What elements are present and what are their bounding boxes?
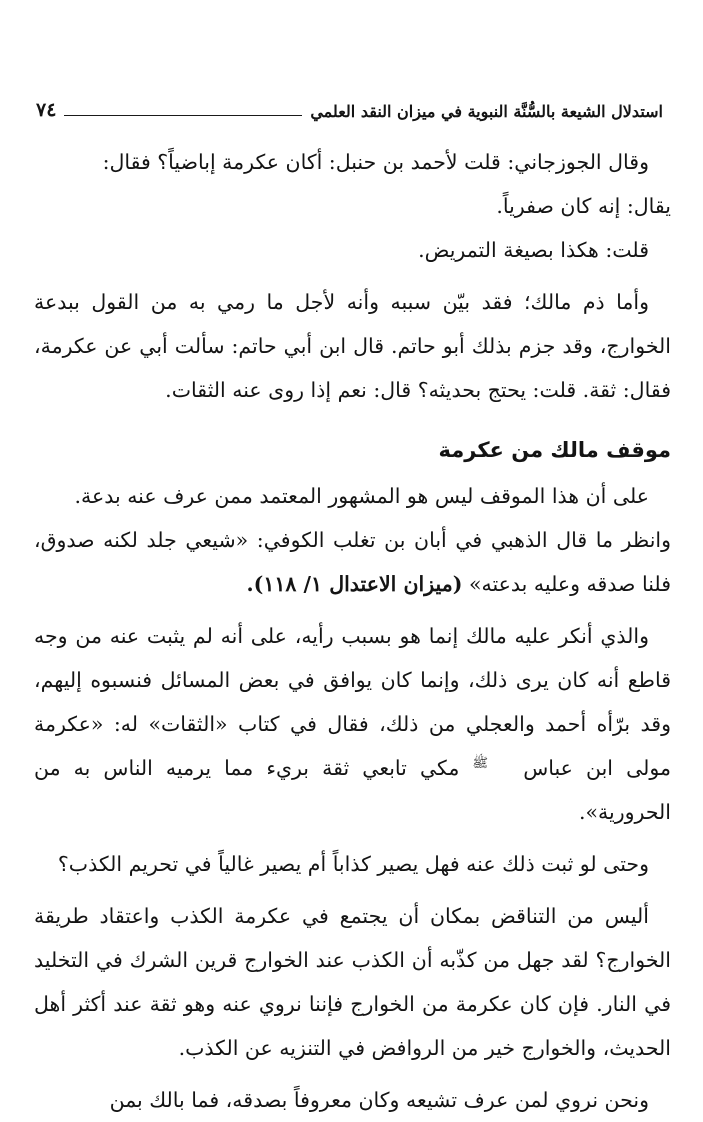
dhahabi-quote: وانظر ما قال الذهبي في أبان بن تغلب الكوفي: «شيعي جلد لكنه صدوق، فلنا صدقه وعليه بدعته» [34, 528, 671, 596]
paragraph-jawzajani: وقال الجوزجاني: قلت لأحمد بن حنبل: أكان عكرمة إباضياً؟ فقال: [102, 150, 649, 174]
paragraph-narration: ونحن نروي لمن عرف تشيعه وكان معروفاً بصدقه، فما بالك بمن [109, 1088, 649, 1112]
paragraph-tamrid: قلت: هكذا بصيغة التمريض. [418, 238, 649, 262]
paragraph-contradiction: أليس من التناقض بمكان أن يجتمع في عكرمة الكذب واعتقاد طريقة الخوارج؟ لقد جهل من كذّبه أن الكذب عند الخوارج قرين الشرك في التخليد في النار. فإن كان عكرمة من الخوارج فإننا نروي عنه وهو ثقة عند أكثر أهل الحديث، والخوارج خير من الروافض في التنزيه عن الكذب. [34, 904, 671, 1060]
running-title: استدلال الشيعة بالسُّنَّة النبوية في ميزان النقد العلمي [310, 102, 663, 121]
ijli-text-1: والذي أنكر عليه مالك إنما هو بسبب رأيه، على أنه لم يثبت عنه من وجه قاطع أنه كان يرى ذلك، وإنما كان يوافق في بعض المسائل فنسبوه إليهم، وقد برّأه أحمد والعجلي من ذلك، فقال في كتاب «الثقات» له: «عكرمة مولى ابن عباس [34, 624, 671, 780]
header-rule [64, 115, 302, 116]
citation-mizan: (ميزان الاعتدال ١/ ١١٨). [246, 572, 463, 596]
page-body [34, 140, 671, 1122]
paragraph-dhahabi [34, 518, 671, 606]
paragraph-lying: وحتى لو ثبت ذلك عنه فهل يصير كذاباً أم يصير غالياً في تحريم الكذب؟ [57, 852, 649, 876]
paragraph-malik-censure: وأما ذم مالك؛ فقد بيّن سببه وأنه لأجل ما رمي به من القول ببدعة الخوارج، وقد جزم بذلك أبو حاتم. قال ابن أبي حاتم: سألت أبي عن عكرمة، فقال: ثقة. قلت: يحتج بحديثه؟ قال: نعم إذا روى عنه الثقات. [34, 290, 671, 402]
paragraph-position: على أن هذا الموقف ليس هو المشهور المعتمد ممن عرف عنه بدعة. [74, 484, 649, 508]
page-number: ٧٤ [36, 99, 57, 121]
section-heading: موقف مالك من عكرمة [438, 438, 671, 462]
paragraph-sufri: يقال: إنه كان صفرياً. [496, 194, 671, 218]
running-header [36, 86, 663, 120]
ijli-text-2: مكي تابعي ثقة بريء مما يرميه الناس به من الحرورية». [34, 756, 671, 824]
honorific-glyph: ﷺ [472, 756, 489, 772]
paragraph-ijli [34, 614, 671, 834]
